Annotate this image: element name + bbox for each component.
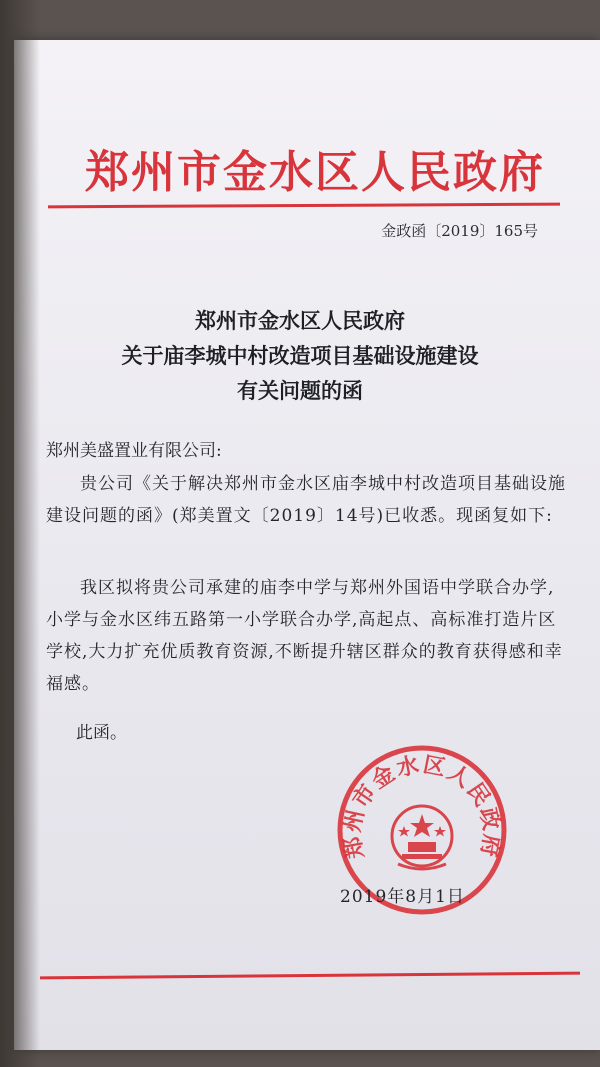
letter-title-line3: 有关问题的函 xyxy=(237,378,363,403)
letter-title-line2: 关于庙李城中村改造项目基础设施建设 xyxy=(121,343,479,368)
body-paragraph-1: 贵公司《关于解决郑州市金水区庙李城中村改造项目基础设施建设问题的函》(郑美置文〔2019〕14号)已收悉。现函复如下: xyxy=(46,474,566,526)
seal-text: 郑州市金水区人民政府 xyxy=(339,751,505,861)
masthead-title: 郑州市金水区人民政府 xyxy=(85,147,545,198)
recipient: 郑州美盛置业有限公司: xyxy=(46,441,222,461)
body-paragraph-2: 我区拟将贵公司承建的庙李中学与郑州外国语中学联合办学,小学与金水区纬五路第一小学联合办学,高起点、高标准打造片区学校,大力扩充优质教育资源,不断提升辖区群众的教育获得感和幸福感。 xyxy=(46,578,563,694)
letter-date: 2019年8月1日 xyxy=(340,887,465,907)
closing: 此函。 xyxy=(76,723,127,743)
letter-title-line1: 郑州市金水区人民政府 xyxy=(195,308,405,333)
national-emblem-icon xyxy=(392,806,452,869)
document-number: 金政函〔2019〕165号 xyxy=(381,222,538,240)
